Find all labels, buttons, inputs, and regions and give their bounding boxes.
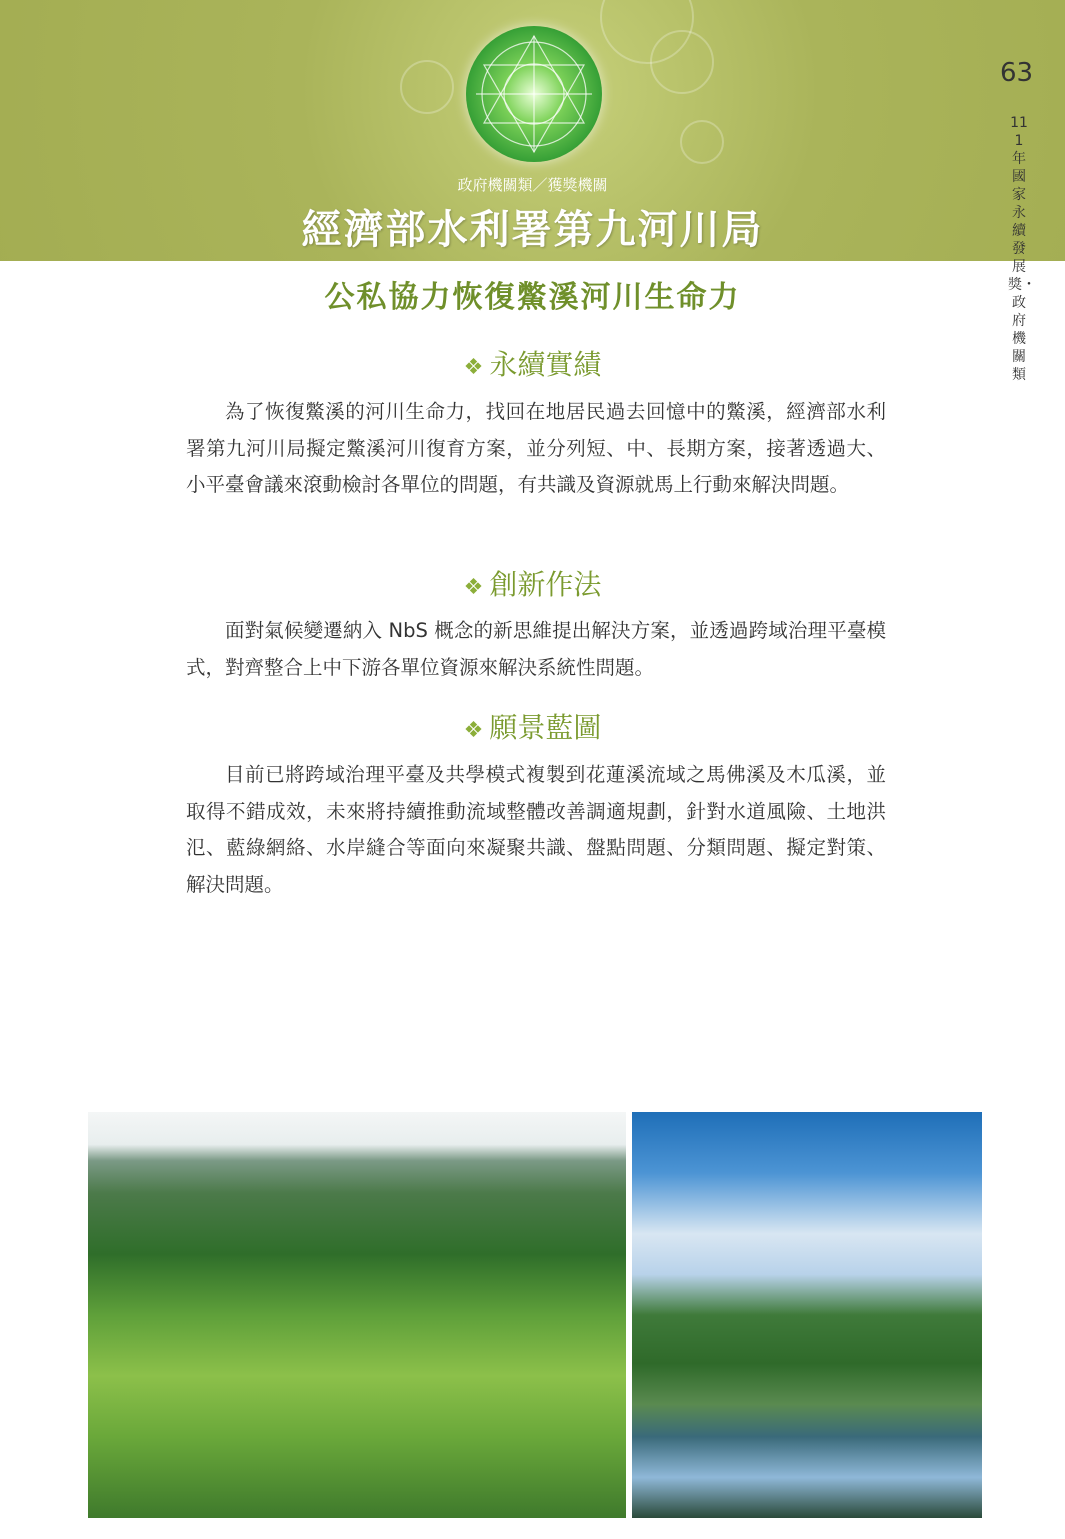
decorative-bubble: [680, 120, 724, 164]
agency-title: 經濟部水利署第九河川局: [301, 207, 764, 253]
diamond-bullet-icon: ❖: [463, 575, 484, 600]
side-running-title: 111年國家永續發展獎・政府機關類: [1008, 115, 1036, 383]
diamond-bullet-icon: ❖: [463, 718, 484, 743]
aerial-valley-photo: [88, 1112, 626, 1518]
decorative-bubble: [650, 30, 714, 94]
section-body: 為了恢復鱉溪的河川生命力，找回在地居民過去回憶中的鱉溪，經濟部水利署第九河川局擬定鱉溪河川復育方案，並分列短、中、長期方案，接著透過大、小平臺會議來滾動檢討各單位的問題，有共識及資源就馬上行動來解決問題。: [186, 400, 886, 496]
sustainability-emblem-icon: [466, 26, 602, 162]
section-body: 面對氣候變遷納入 NbS 概念的新思維提出解決方案，並透過跨域治理平臺模式，對齊整合上中下游各單位資源來解決系統性問題。: [186, 619, 886, 679]
diamond-bullet-icon: ❖: [463, 355, 484, 380]
section-body: 目前已將跨域治理平臺及共學模式複製到花蓮溪流域之馬佛溪及木瓜溪，並取得不錯成效，未來將持續推動流域整體改善調適規劃，針對水道風險、土地洪氾、藍綠網絡、水岸縫合等面向來凝聚共識、盤點問題、分類問題、擬定對策、解決問題。: [186, 763, 886, 896]
section-heading-text: 創新作法: [489, 568, 602, 601]
section-heading: [0, 706, 1065, 746]
decorative-bubble: [400, 60, 454, 114]
river-landscape-photo: [632, 1112, 982, 1518]
section-heading-text: 永續實績: [489, 348, 602, 381]
header-banner: [0, 0, 1065, 261]
section-heading: [0, 563, 1065, 603]
page-subtitle: 公私協力恢復鱉溪河川生命力: [324, 280, 741, 315]
page-number: 63: [1000, 58, 1034, 88]
section-heading-text: 願景藍圖: [489, 711, 602, 744]
section-heading: [0, 343, 1065, 383]
award-category: 政府機關類／獲獎機關: [457, 176, 608, 194]
